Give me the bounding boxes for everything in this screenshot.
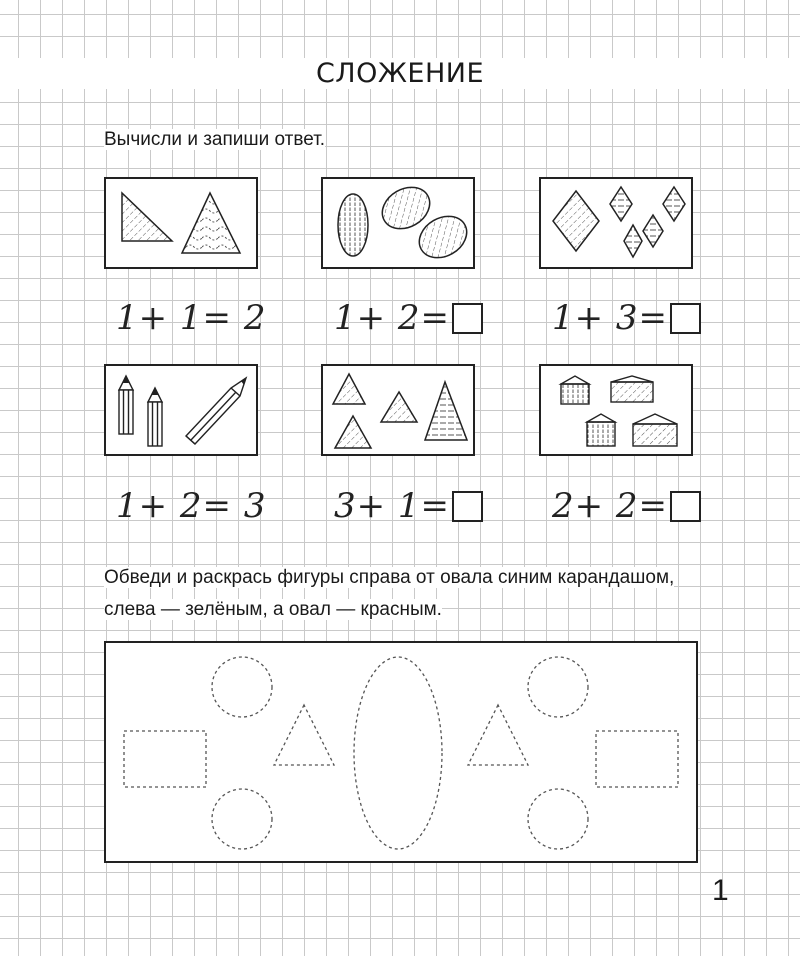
equation-2: 1+ 2= bbox=[334, 298, 483, 338]
task-instruction-1: Вычисли и запиши ответ. bbox=[104, 129, 326, 150]
page-number: 1 bbox=[712, 874, 729, 907]
equation-5: 3+ 1= bbox=[334, 486, 483, 526]
equation-3: 1+ 3= bbox=[552, 298, 701, 338]
equation-4: 1+ 2= 3 bbox=[116, 486, 267, 526]
houses-illustration bbox=[541, 366, 695, 458]
dashed-circle bbox=[212, 657, 272, 717]
answer-box[interactable] bbox=[452, 491, 483, 522]
picture-card-triangles bbox=[104, 177, 258, 269]
dashed-triangle bbox=[274, 705, 334, 765]
dashed-circle bbox=[212, 789, 272, 849]
picture-card-triangles-2 bbox=[321, 364, 475, 456]
dashed-rectangle bbox=[596, 731, 678, 787]
dashed-circle bbox=[528, 789, 588, 849]
picture-card-diamonds bbox=[539, 177, 693, 269]
diamonds-illustration bbox=[541, 179, 695, 271]
equation-6: 2+ 2= bbox=[552, 486, 701, 526]
picture-card-ovals bbox=[321, 177, 475, 269]
page-title: СЛОЖЕНИЕ bbox=[0, 58, 800, 89]
dashed-circle bbox=[528, 657, 588, 717]
task-instruction-2: Обведи и раскрась фигуры справа от овала синим карандашом, слева — зелёным, а овал — красным. bbox=[104, 567, 675, 620]
dashed-oval bbox=[354, 657, 442, 849]
answer-box[interactable] bbox=[670, 491, 701, 522]
dashed-shapes-illustration bbox=[106, 643, 700, 865]
ovals-illustration bbox=[323, 179, 477, 271]
picture-card-pencils bbox=[104, 364, 258, 456]
triangles-illustration bbox=[106, 179, 260, 271]
equation-1: 1+ 1= 2 bbox=[116, 298, 267, 338]
picture-card-houses bbox=[539, 364, 693, 456]
pencils-illustration bbox=[106, 366, 260, 458]
dashed-triangle bbox=[468, 705, 528, 765]
answer-box[interactable] bbox=[670, 303, 701, 334]
tracing-shapes-panel[interactable] bbox=[104, 641, 698, 863]
triangles-illustration-2 bbox=[323, 366, 477, 458]
dashed-rectangle bbox=[124, 731, 206, 787]
answer-box[interactable] bbox=[452, 303, 483, 334]
